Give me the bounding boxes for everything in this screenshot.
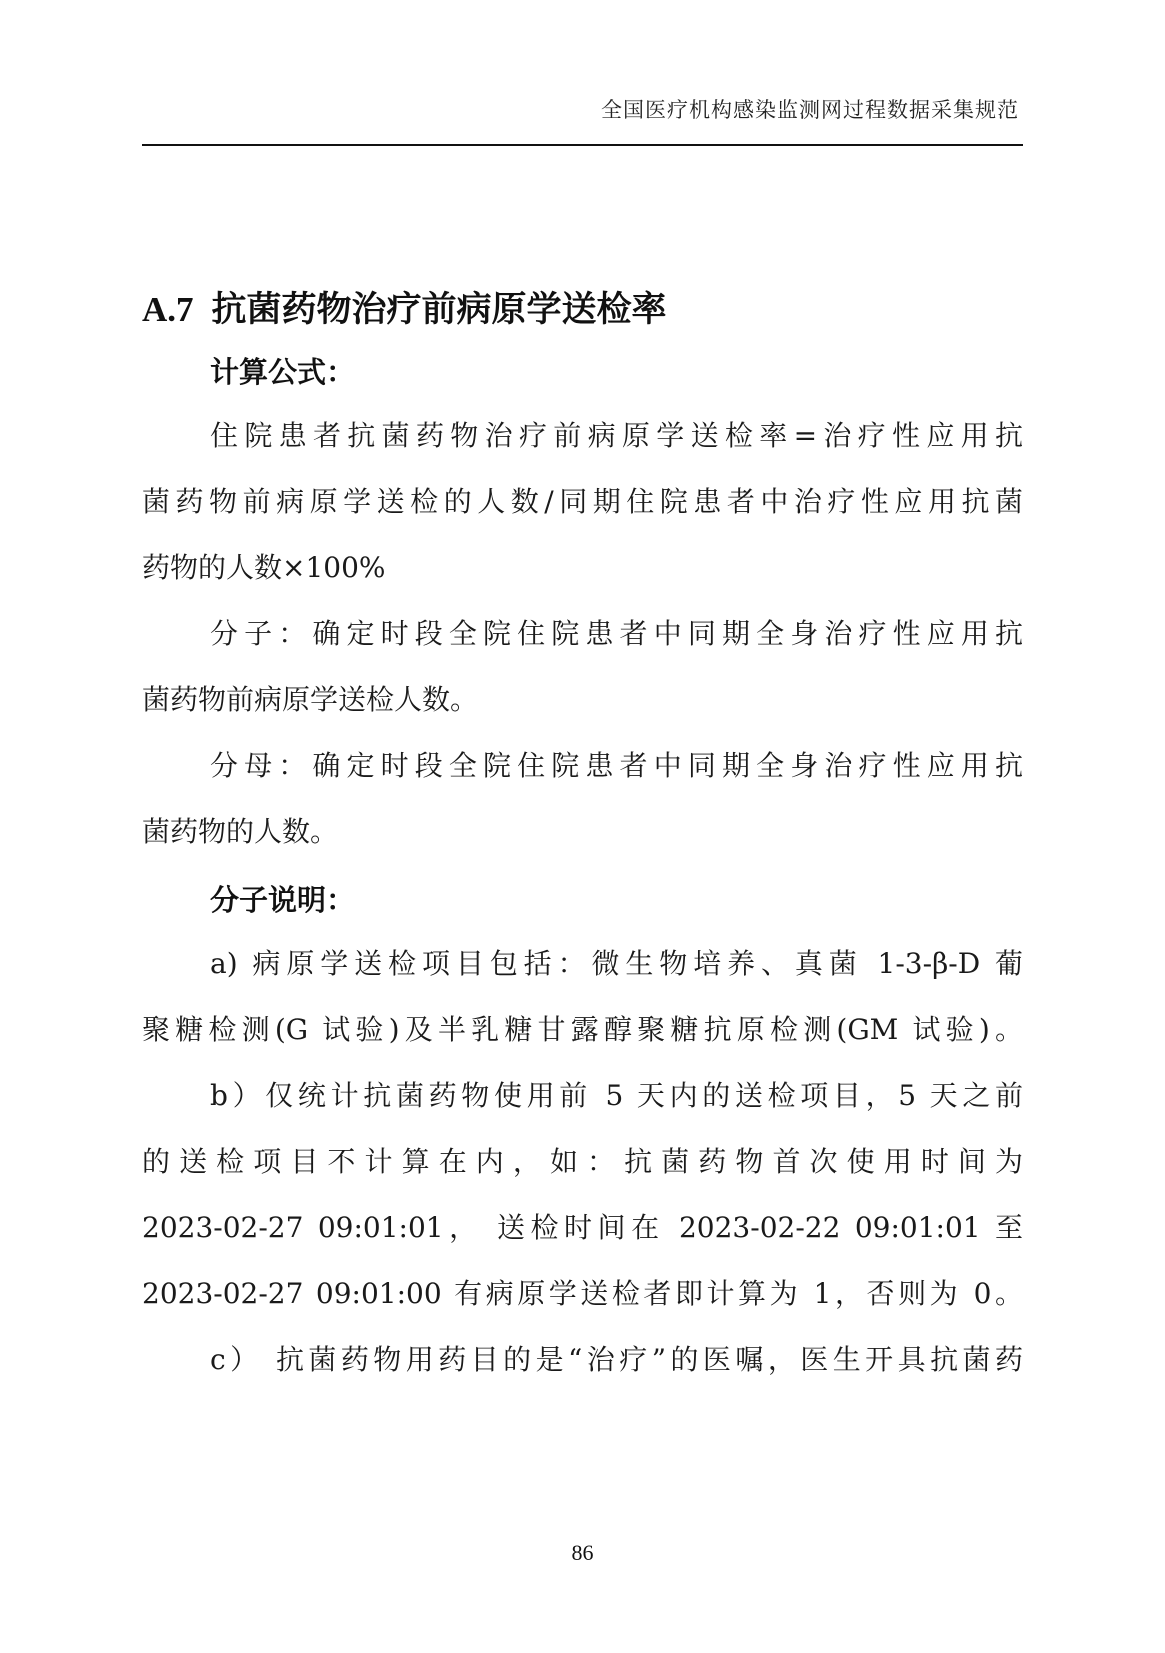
note-a-line-1: a) 病原学送检项目包括：微生物培养、真菌 1-3-β-D 葡: [210, 947, 1023, 980]
denominator-line-1: 分母：确定时段全院住院患者中同期全身治疗性应用抗: [210, 749, 1023, 782]
numerator-notes-label: 分子说明：: [210, 883, 356, 917]
numerator-line-1: 分子：确定时段全院住院患者中同期全身治疗性应用抗: [210, 617, 1023, 650]
note-b-line-1: b）仅统计抗菌药物使用前 5 天内的送检项目，5 天之前: [210, 1079, 1023, 1112]
note-b-line-2: 的送检项目不计算在内，如：抗菌药物首次使用时间为: [142, 1145, 1023, 1178]
note-a-line-2: 聚糖检测(G 试验)及半乳糖甘露醇聚糖抗原检测(GM 试验)。: [142, 1013, 1023, 1046]
running-header: 全国医疗机构感染监测网过程数据采集规范: [601, 98, 1019, 122]
page-number: 86: [571, 1540, 594, 1565]
section-number: A.7: [142, 290, 194, 329]
numerator-line-2: 菌药物前病原学送检人数。: [142, 683, 479, 716]
formula-line-2: 菌药物前病原学送检的人数/同期住院患者中治疗性应用抗菌: [142, 485, 1023, 518]
note-b-line-4: 2023-02-27 09:01:00 有病原学送检者即计算为 1，否则为 0。: [142, 1277, 1023, 1310]
formula-line-3: 药物的人数×100%: [142, 551, 386, 584]
section-heading: [142, 282, 667, 332]
section-title: 抗菌药物治疗前病原学送检率: [211, 289, 667, 330]
formula-line-1: 住院患者抗菌药物治疗前病原学送检率=治疗性应用抗: [210, 419, 1023, 452]
header-divider: [142, 144, 1023, 146]
note-c-line-1: c） 抗菌药物用药目的是“治疗”的医嘱，医生开具抗菌药: [210, 1343, 1023, 1376]
note-b-line-3: 2023-02-27 09:01:01， 送检时间在 2023-02-22 09:01:01 至: [142, 1211, 1023, 1244]
formula-label: 计算公式：: [210, 355, 356, 389]
denominator-line-2: 菌药物的人数。: [142, 815, 339, 848]
